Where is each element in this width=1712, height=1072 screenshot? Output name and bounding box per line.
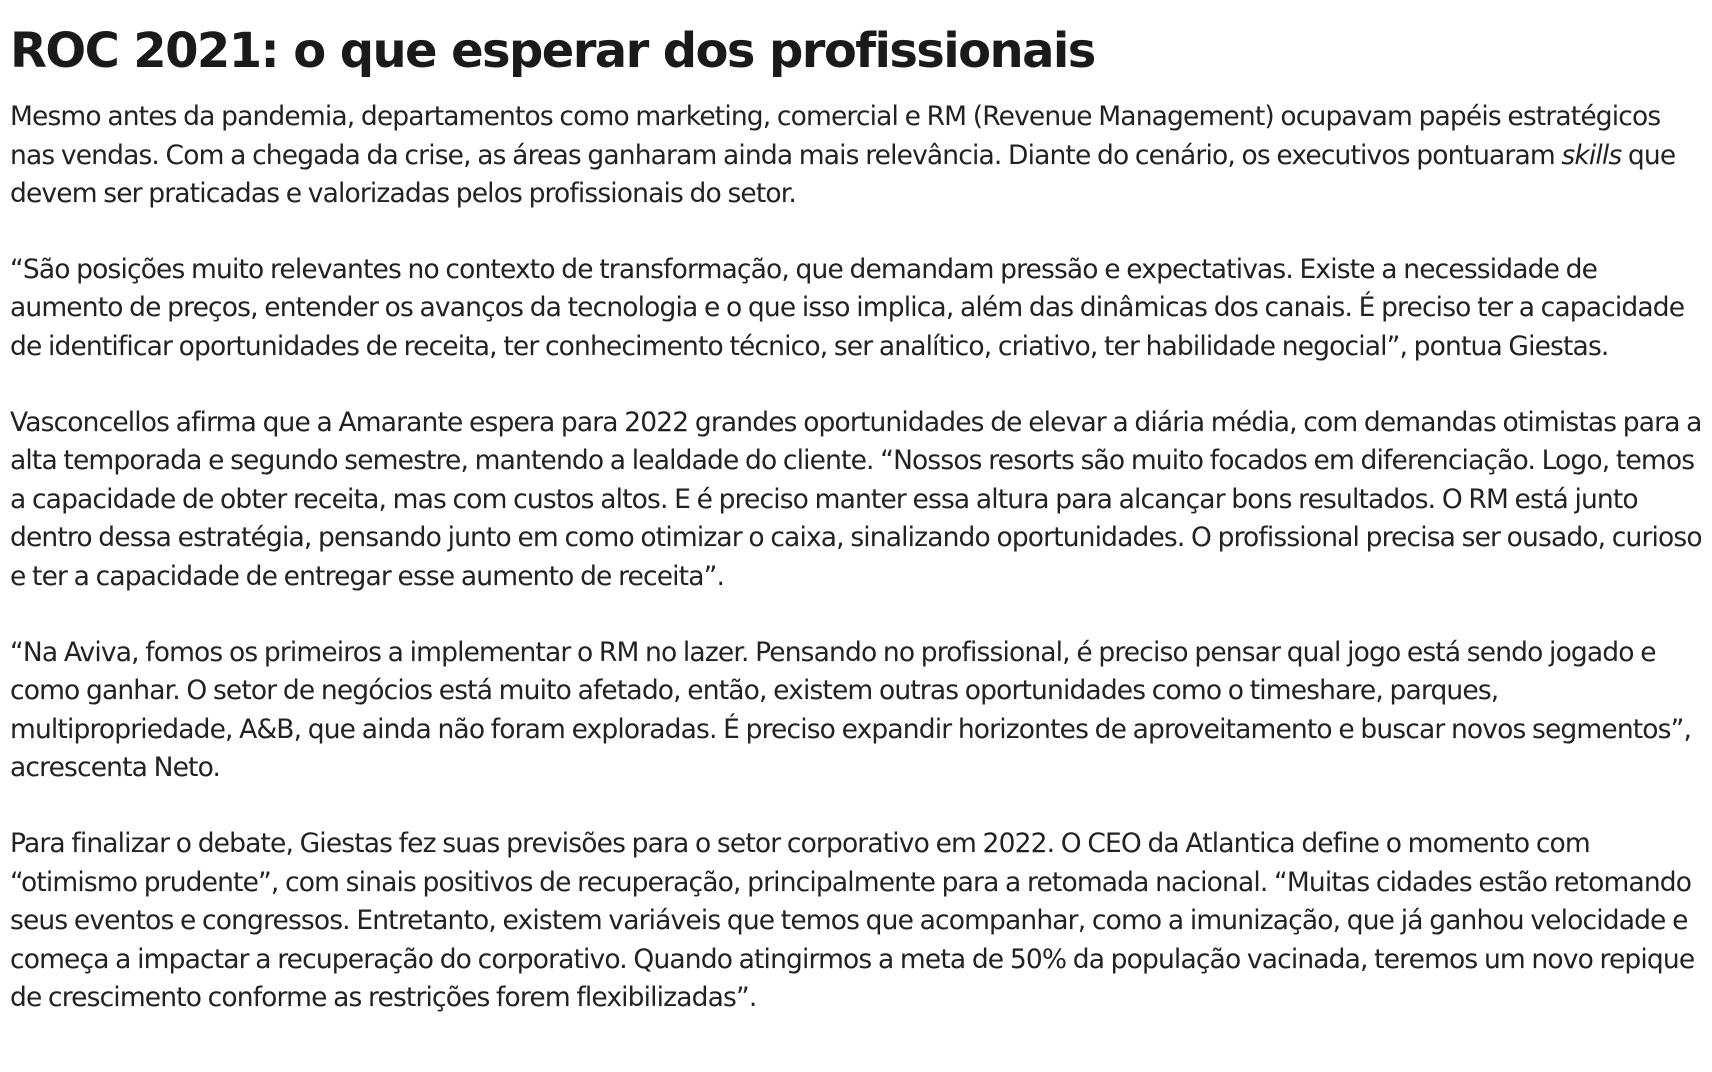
article bbox=[10, 22, 1710, 1018]
paragraph-intro-text-start: Mesmo antes da pandemia, departamentos como marketing, comercial e RM (Revenue Management) ocupavam papéis estratégicos nas vendas. Com a chegada da crise, as áreas ganharam ainda mais relevância. Diante do cenário, os executivos pontuaram bbox=[10, 101, 1661, 171]
paragraph-conclusion: Para finalizar o debate, Giestas fez suas previsões para o setor corporativo em 2022. O CEO da Atlantica define o momento com “otimismo prudente”, com sinais positivos de recuperação, principalmente para a retomada nacional. “Muitas cidades estão retomando seus eventos e congressos. Entretanto, existem variáveis que temos que acompanhar, como a imunização, que já ganhou velocidade e começa a impactar a recuperação do corporativo. Quando atingirmos a meta de 50% da população vacinada, teremos um novo repique de crescimento conforme as restrições forem flexibilizadas”. bbox=[10, 827, 1695, 1014]
emphasis-skills: skills bbox=[1561, 139, 1622, 171]
paragraph-intro-text-end: que devem ser praticadas e valorizadas pelos profissionais do setor. bbox=[10, 139, 1676, 210]
paragraph-giestas-quote: “São posições muito relevantes no contexto de transformação, que demandam pressão e expectativas. Existe a necessidade de aumento de preços, entender os avanços da tecnologia e o que isso implica, além das dinâmicas dos canais. É preciso ter a capacidade de identificar oportunidades de receita, ter conhecimento técnico, ser analítico, criativo, ter habilidade negocial”, pontua Giestas. bbox=[10, 253, 1685, 362]
paragraph-neto-quote: “Na Aviva, fomos os primeiros a implementar o RM no lazer. Pensando no profissional, é preciso pensar qual jogo está sendo jogado e como ganhar. O setor de negócios está muito afetado, então, existem outras oportunidades como o timeshare, parques, multipropriedade, A&B, que ainda não foram exploradas. É preciso expandir horizontes de aproveitamento e buscar novos segmentos”, acrescenta Neto. bbox=[10, 636, 1692, 784]
paragraph-vasconcellos: Vasconcellos afirma que a Amarante espera para 2022 grandes oportunidades de elevar a diária média, com demandas otimistas para a alta temporada e segundo semestre, mantendo a lealdade do cliente. “Nossos resorts são muito focados em diferenciação. Logo, temos a capacidade de obter receita, mas com custos altos. E é preciso manter essa altura para alcançar bons resultados. O RM está junto dentro dessa estratégia, pensando junto em como otimizar o caixa, sinalizando oportunidades. O profissional precisa ser ousado, curioso e ter a capacidade de entregar esse aumento de receita”. bbox=[10, 406, 1702, 592]
paragraph-intro bbox=[10, 98, 1710, 214]
article-title: ROC 2021: o que esperar dos profissionais bbox=[10, 23, 1095, 79]
